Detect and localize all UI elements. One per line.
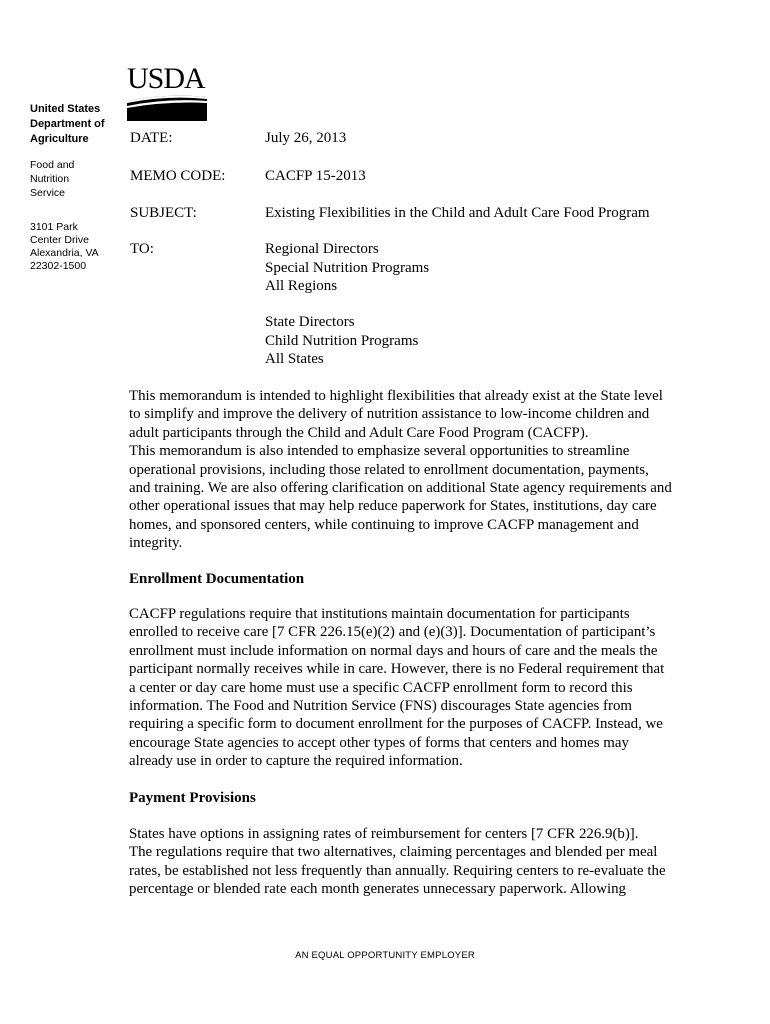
- paragraph-line: participant normally receives while in care. However, there is no Federal requirement that: [129, 661, 665, 678]
- paragraph-line: enrolled to receive care [7 CFR 226.15(e)(2) and (e)(3)]. Documentation of participant’s: [129, 624, 656, 641]
- enrollment-paragraph: [129, 605, 689, 771]
- paragraph-line: integrity.: [129, 535, 183, 552]
- recipient-line: Child Nutrition Programs: [265, 332, 419, 349]
- paragraph-line: States have options in assigning rates of reimbursement for centers [7 CFR 226.9(b)].: [129, 826, 639, 842]
- usda-logo: [127, 64, 209, 121]
- memo-code-label: MEMO CODE:: [130, 168, 226, 184]
- agency-address-line: 22302-1500: [30, 260, 87, 272]
- to-label: TO:: [130, 241, 154, 257]
- paragraph-line: already use in order to capture the required information.: [129, 753, 463, 770]
- agency-address-line: 3101 Park: [30, 221, 78, 233]
- usda-logo-text: USDA: [127, 62, 205, 95]
- date-label: DATE:: [130, 130, 173, 146]
- date-value: July 26, 2013: [265, 130, 347, 146]
- paragraph-line: This memorandum is also intended to emphasize several opportunities to streamline: [129, 443, 630, 460]
- to-recipients-state: [265, 313, 418, 369]
- paragraph-line: other operational issues that may help reduce paperwork for States, institutions, day care: [129, 498, 657, 515]
- recipient-line: State Directors: [265, 314, 355, 330]
- agency-name: [30, 102, 105, 147]
- agency-division: [30, 158, 74, 200]
- paragraph-line: This memorandum is intended to highlight flexibilities that already exist at the State level: [129, 388, 663, 404]
- paragraph-line: rates, be established not less frequently than annually. Requiring centers to re-evaluate the: [129, 862, 666, 879]
- payment-heading: Payment Provisions: [129, 790, 256, 806]
- paragraph-line: encourage State agencies to accept other types of forms that centers and homes may: [129, 734, 629, 751]
- equal-opportunity-footer: AN EQUAL OPPORTUNITY EMPLOYER: [295, 950, 475, 961]
- agency-name-line: Department of: [30, 118, 105, 130]
- agency-division-line: Nutrition: [30, 173, 70, 185]
- memo-code-value: CACFP 15-2013: [265, 168, 366, 184]
- agency-address-line: Center Drive: [30, 234, 89, 246]
- recipient-line: Special Nutrition Programs: [265, 259, 430, 276]
- subject-label: SUBJECT:: [130, 205, 197, 221]
- agency-division-line: Food and: [30, 159, 75, 171]
- recipient-line: Regional Directors: [265, 241, 379, 257]
- recipient-line: All States: [265, 351, 324, 367]
- agency-name-line: Agriculture: [30, 133, 89, 145]
- usda-logo-swoosh: [127, 95, 207, 121]
- payment-paragraph: [129, 825, 689, 899]
- to-recipients-regional: [265, 240, 429, 296]
- paragraph-line: The regulations require that two alternatives, claiming percentages and blended per meal: [129, 844, 658, 861]
- agency-address-line: Alexandria, VA: [30, 247, 99, 259]
- paragraph-line: a center or day care home must use a specific CACFP enrollment form to record this: [129, 679, 633, 696]
- subject-value: Existing Flexibilities in the Child and Adult Care Food Program: [265, 205, 650, 221]
- agency-name-line: United States: [30, 103, 101, 115]
- paragraph-line: homes, and sponsored centers, while continuing to improve CACFP management and: [129, 516, 639, 533]
- agency-address: [30, 221, 99, 273]
- paragraph-line: operational provisions, including those related to enrollment documentation, payments,: [129, 461, 649, 478]
- paragraph-line: requiring a specific form to document enrollment for the purposes of CACFP. Instead, we: [129, 716, 663, 733]
- paragraph-line: CACFP regulations require that institutions maintain documentation for participants: [129, 606, 630, 622]
- recipient-line: All Regions: [265, 278, 338, 294]
- paragraph-line: information. The Food and Nutrition Service (FNS) discourages State agencies from: [129, 698, 633, 715]
- paragraph-line: to simplify and improve the delivery of nutrition assistance to low-income children and: [129, 406, 650, 423]
- agency-division-line: Service: [30, 187, 66, 199]
- paragraph-line: and training. We are also offering clarification on additional State agency requirements and: [129, 480, 672, 497]
- intro-paragraph: [129, 387, 689, 553]
- enrollment-heading: Enrollment Documentation: [129, 571, 305, 587]
- paragraph-line: percentage or blended rate each month generates unnecessary paperwork. Allowing: [129, 881, 626, 898]
- paragraph-line: adult participants through the Child and Adult Care Food Program (CACFP).: [129, 424, 589, 441]
- paragraph-line: enrollment must include information on normal days and hours of care and the meals the: [129, 642, 658, 659]
